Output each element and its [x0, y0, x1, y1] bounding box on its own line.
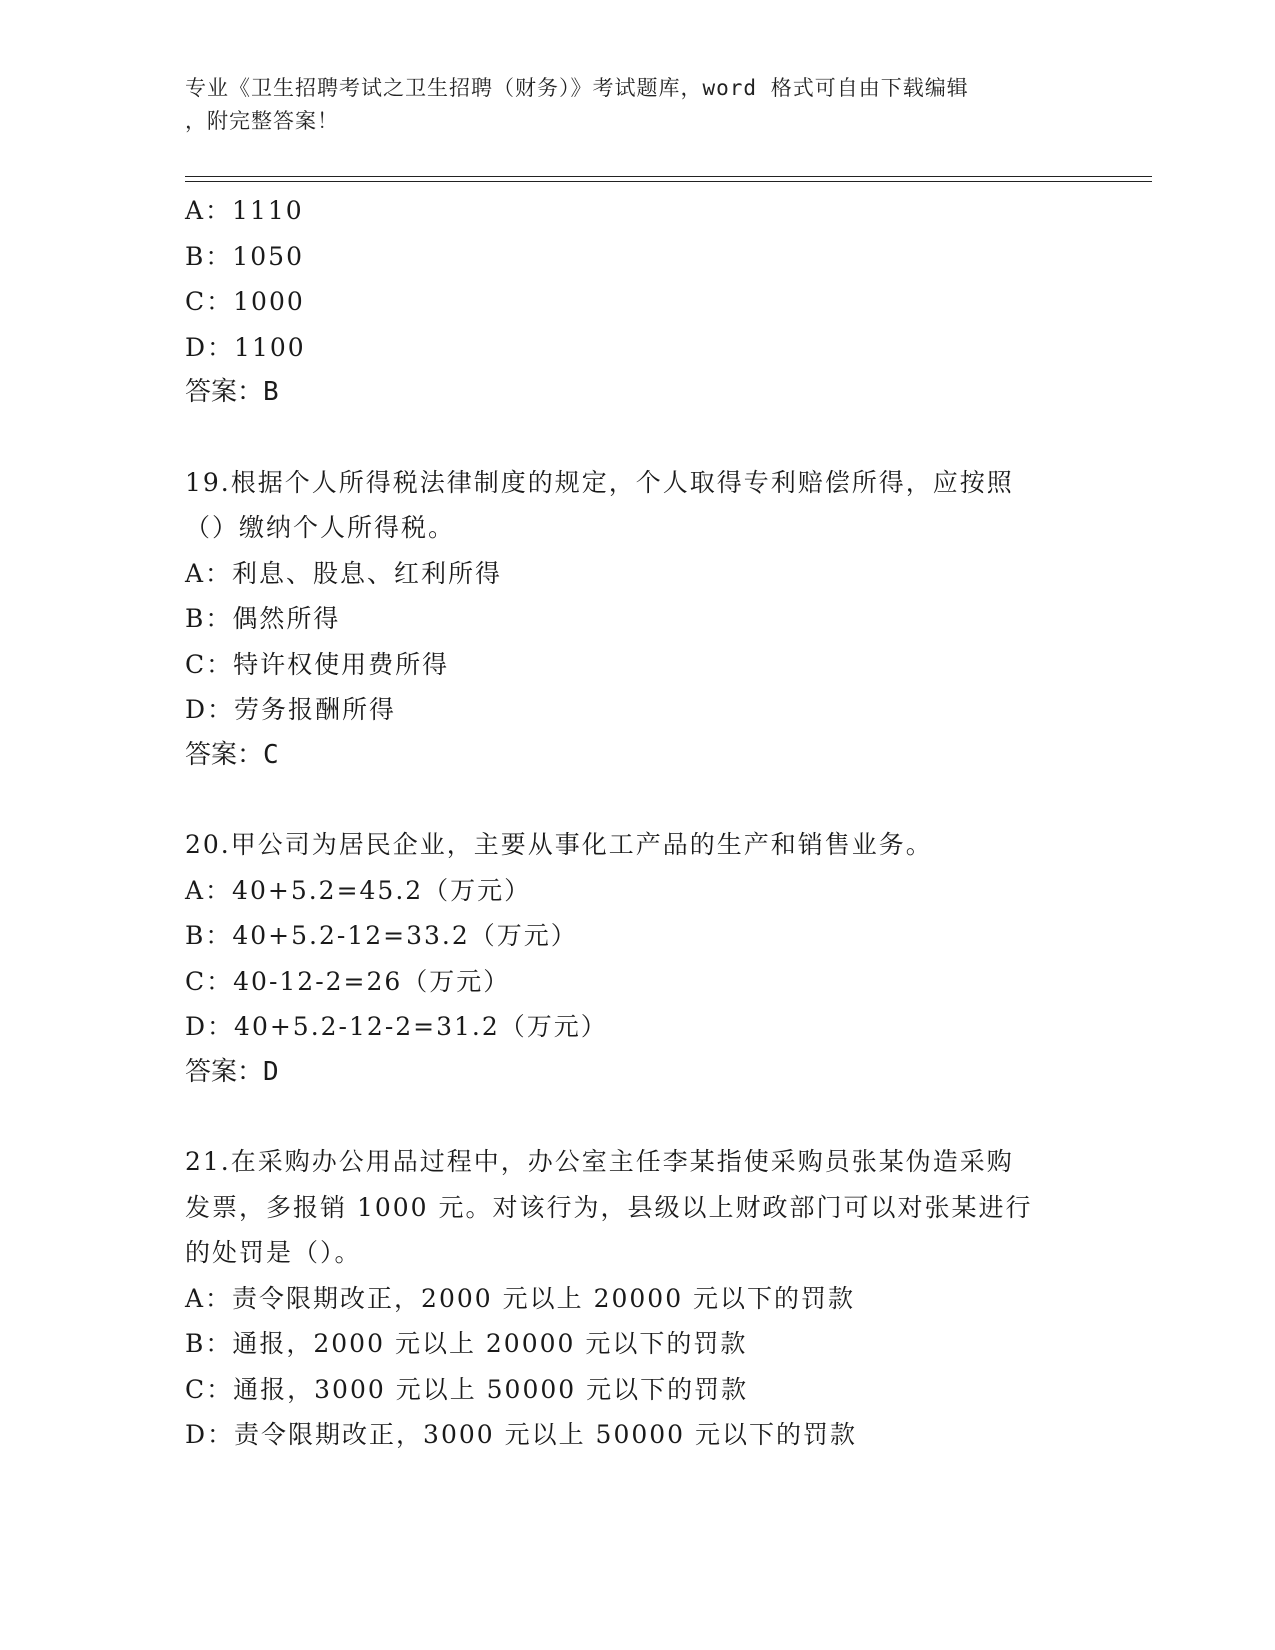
question-text-line: 21.在采购办公用品过程中，办公室主任李某指使采购员张某伪造采购	[185, 1147, 1014, 1176]
question-18	[185, 188, 1085, 416]
option-a: A：责令限期改正，2000 元以上 20000 元以下的罚款	[185, 1283, 856, 1313]
question-text-line: 的处罚是（）。	[185, 1238, 362, 1267]
question-text-line: 发票，多报销 1000 元。对该行为，县级以上财政部门可以对张某进行	[185, 1192, 1033, 1222]
header-line-1: 专业《卫生招聘考试之卫生招聘（财务）》考试题库，word 格式可自由下载编辑	[185, 76, 969, 100]
option-d: D：责令限期改正，3000 元以上 50000 元以下的罚款	[185, 1420, 858, 1449]
answer: 答案：D	[185, 1056, 279, 1087]
option-b: B：40+5.2-12=33.2（万元）	[185, 921, 578, 950]
option-b: B：偶然所得	[185, 604, 341, 633]
spacer	[185, 778, 1085, 822]
option-d: D：1100	[185, 332, 306, 362]
question-text-line: （）缴纳个人所得税。	[185, 513, 456, 542]
document-header	[185, 72, 1085, 138]
option-c: C：特许权使用费所得	[185, 649, 450, 679]
answer: 答案：B	[185, 377, 279, 407]
option-c: C：40-12-2=26（万元）	[185, 966, 511, 996]
header-divider-bottom	[185, 181, 1152, 182]
option-c: C：1000	[185, 287, 305, 316]
option-b: B：1050	[185, 241, 304, 271]
header-line-2: ，附完整答案！	[185, 109, 339, 133]
spacer	[185, 416, 1085, 460]
question-text-line: 20.甲公司为居民企业，主要从事化工产品的生产和销售业务。	[185, 830, 933, 859]
option-d: D：劳务报酬所得	[185, 695, 397, 724]
option-c: C：通报，3000 元以上 50000 元以下的罚款	[185, 1374, 749, 1404]
question-20	[185, 822, 1085, 1095]
question-text-line: 19.根据个人所得税法律制度的规定，个人取得专利赔偿所得，应按照	[185, 467, 1014, 497]
option-a: A：利息、股息、红利所得	[185, 558, 503, 588]
question-19	[185, 460, 1085, 779]
header-divider-top	[185, 176, 1152, 177]
option-a: A：40+5.2=45.2（万元）	[185, 875, 532, 905]
question-content	[185, 188, 1085, 1458]
question-21	[185, 1139, 1085, 1458]
answer: 答案：C	[185, 739, 279, 770]
option-d: D：40+5.2-12-2=31.2（万元）	[185, 1012, 608, 1041]
option-b: B：通报，2000 元以上 20000 元以下的罚款	[185, 1329, 748, 1358]
option-a: A：1110	[185, 196, 304, 225]
spacer	[185, 1095, 1085, 1139]
